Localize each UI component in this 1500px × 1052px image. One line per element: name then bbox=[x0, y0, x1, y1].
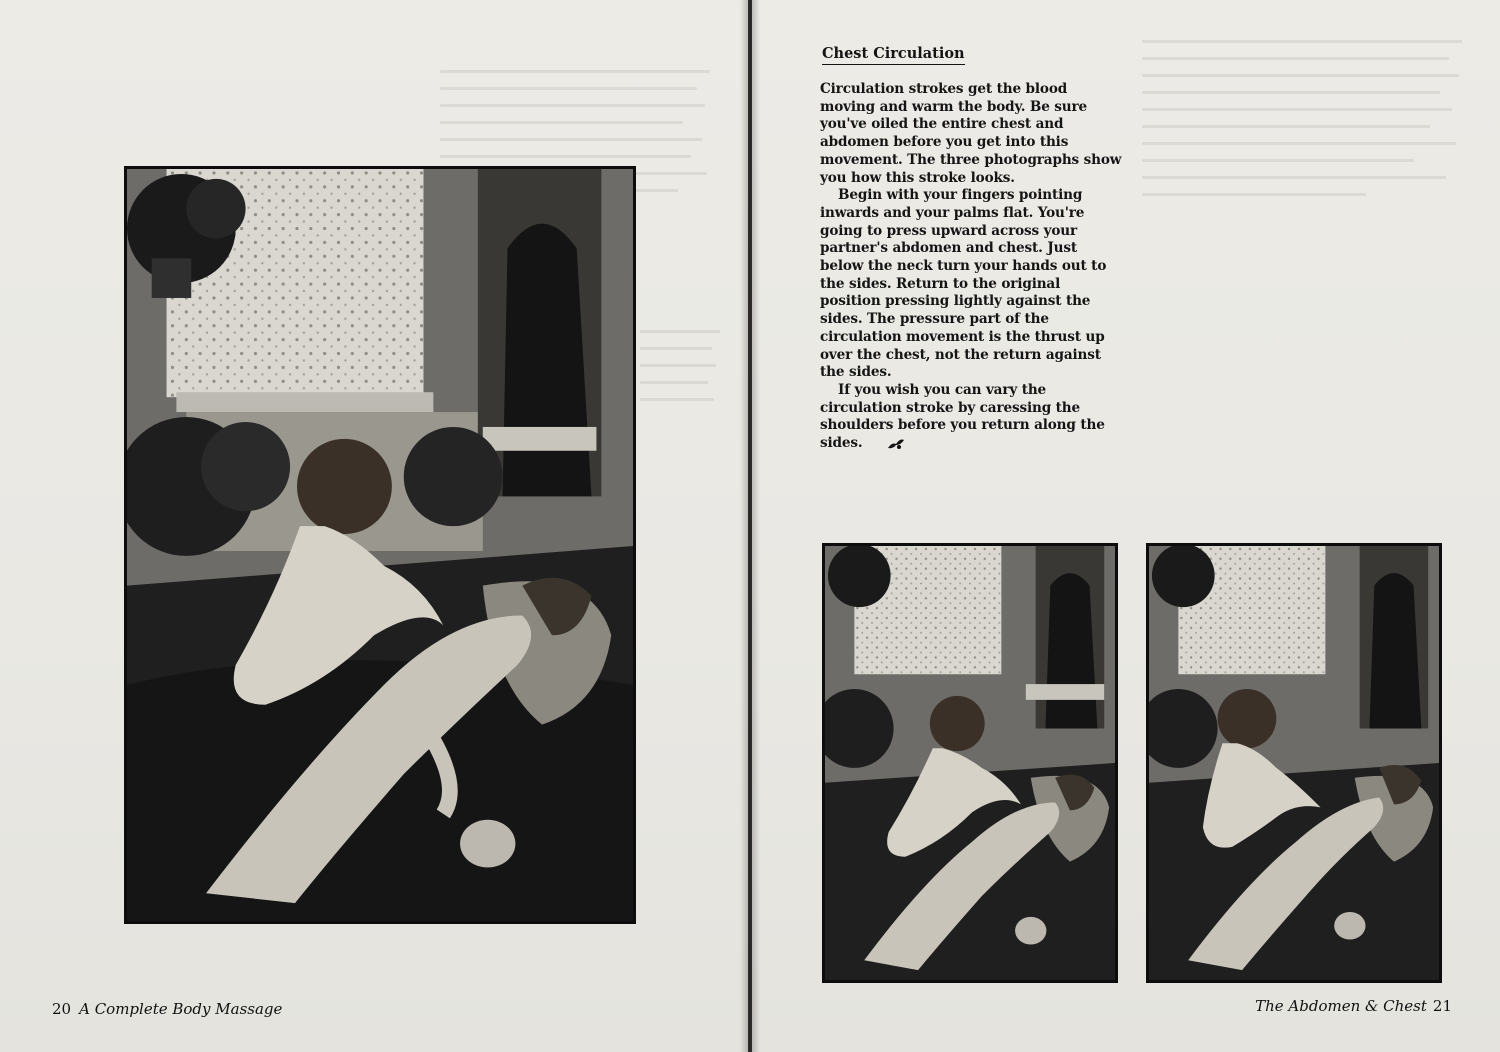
massage-step-photo-icon bbox=[825, 546, 1115, 980]
leaf-ornament-icon bbox=[868, 436, 906, 456]
footer-right bbox=[1255, 996, 1452, 1016]
page-number-right: 21 bbox=[1432, 997, 1452, 1015]
show-through-text-right bbox=[1142, 40, 1462, 210]
stroke-photo-1 bbox=[822, 543, 1118, 983]
paragraph-2: Begin with your fingers pointing inwards and your palms flat. You're going to press upward across your partner's abdomen and chest. Just below the neck turn your hands out to the sides. Return to the original position pressing lightly against the sides. The pressure part of the circulation movement is the thrust up over the chest, not the return against the sides. bbox=[820, 187, 1107, 381]
massage-photo-icon bbox=[127, 169, 633, 921]
paragraph-3-text: If you wish you can vary the circulation stroke by caressing the shoulders before you return along the sides. bbox=[820, 381, 1105, 452]
footer-left bbox=[52, 999, 282, 1019]
main-massage-photo bbox=[124, 166, 636, 924]
massage-step-photo-icon bbox=[1149, 546, 1439, 980]
section-heading: Chest Circulation bbox=[822, 45, 965, 65]
book-title: A Complete Body Massage bbox=[79, 1000, 283, 1018]
paragraph-1: Circulation strokes get the blood moving and warm the body. Be sure you've oiled the entire chest and abdomen before you get into this movement. The three photographs show you how this stroke looks. bbox=[820, 81, 1122, 186]
page-number-left: 20 bbox=[52, 1000, 72, 1018]
left-page bbox=[0, 0, 748, 1052]
show-through-text-2 bbox=[640, 330, 720, 415]
body-text bbox=[820, 81, 1124, 456]
section-title: The Abdomen & Chest bbox=[1255, 997, 1427, 1015]
paragraph-3 bbox=[820, 382, 1124, 456]
stroke-photo-2 bbox=[1146, 543, 1442, 983]
book-gutter bbox=[740, 0, 760, 1052]
